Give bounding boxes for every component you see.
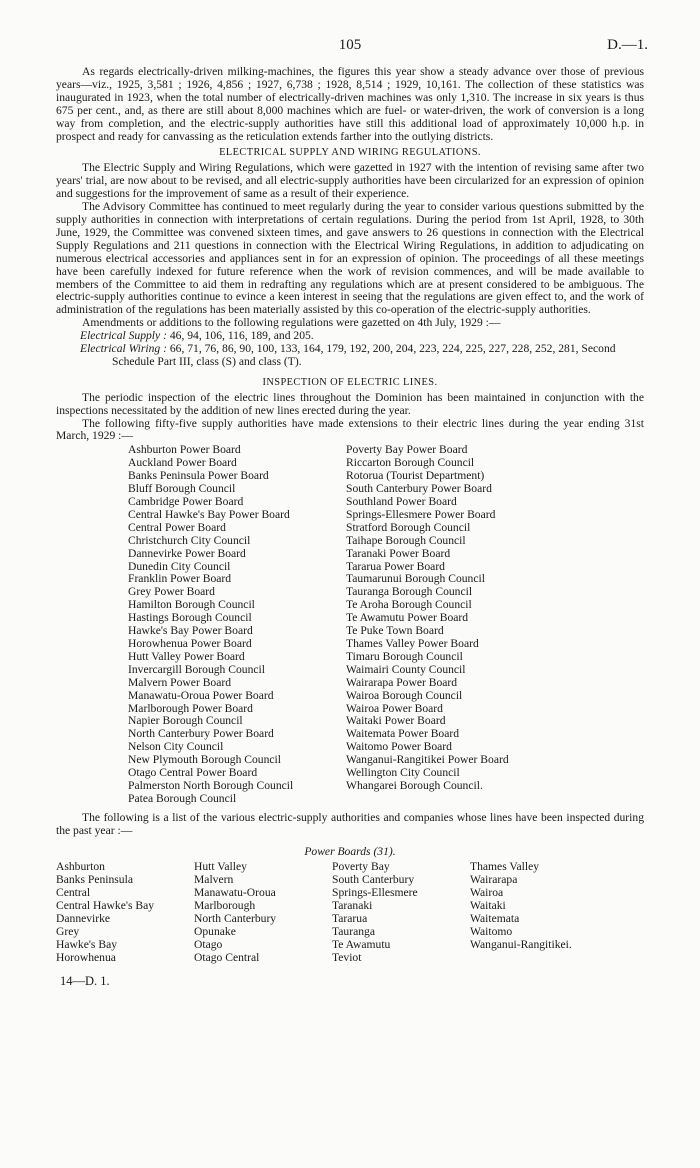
regulations-heading: ELECTRICAL SUPPLY AND WIRING REGULATIONS. — [219, 147, 481, 159]
power-boards-column — [194, 861, 332, 964]
list-item: Auckland Power Board — [128, 456, 237, 470]
list-item: Whangarei Borough Council. — [346, 778, 483, 792]
list-item: Tauranga Borough Council — [346, 585, 473, 599]
list-item: Tararua Power Board — [346, 559, 445, 573]
list-item: Te Puke Town Board — [346, 624, 444, 638]
list-item: Riccarton Borough Council — [346, 456, 475, 470]
list-item: Stratford Borough Council — [346, 520, 471, 534]
list-item: Taihape Borough Council — [346, 533, 466, 547]
section-reference: D.—1. — [607, 37, 648, 53]
list-item: Teviot — [332, 950, 362, 964]
list-item: Waitaki — [470, 899, 506, 913]
power-boards-column — [332, 861, 470, 964]
list-item: Wairoa Power Board — [346, 701, 443, 715]
list-item: Wairoa Borough Council — [346, 688, 463, 702]
list-item: Dunedin City Council — [128, 559, 231, 573]
list-item: Central — [56, 886, 91, 900]
list-item: Te Aroha Borough Council — [346, 598, 472, 612]
list-item: Springs-Ellesmere — [332, 886, 418, 900]
list-item: Otago Central — [194, 950, 260, 964]
electrical-wiring-amendments — [80, 343, 644, 369]
regulations-paragraph-3: Amendments or additions to the following regulations were gazetted on 4th July, 1929 :— — [82, 316, 501, 330]
list-item: Franklin Power Board — [128, 572, 232, 586]
list-item: Hamilton Borough Council — [128, 598, 255, 612]
list-item: New Plymouth Borough Council — [128, 753, 281, 767]
list-item: Wellington City Council — [346, 766, 460, 780]
list-item: Taumarunui Borough Council — [346, 572, 485, 586]
list-item: Banks Peninsula — [56, 873, 133, 887]
power-boards-column — [470, 861, 608, 964]
list-item: Poverty Bay — [332, 860, 390, 874]
list-item: Poverty Bay Power Board — [346, 443, 468, 457]
list-item: Wairarapa — [470, 873, 518, 887]
list-item: Waitomo — [470, 925, 513, 938]
inspection-paragraph-1: The periodic inspection of the electric lines throughout the Dominion has been maintained in conjunction with the inspections necessitated by the addition of new lines erected during the year. — [56, 390, 644, 417]
list-item: Dannevirke — [56, 912, 111, 926]
list-item: Ashburton Power Board — [128, 443, 241, 457]
list-item: Invercargill Borough Council — [128, 662, 265, 676]
power-boards-column — [56, 861, 194, 964]
document-body — [56, 66, 644, 988]
electrical-supply-list: 46, 94, 106, 116, 189, and 205. — [169, 329, 314, 343]
list-item: South Canterbury Power Board — [346, 482, 492, 496]
list-item: Waimairi County Council — [346, 662, 466, 676]
list-item: Hawke's Bay — [56, 937, 118, 951]
list-item: Malvern — [194, 873, 234, 887]
list-item: Taranaki Power Board — [346, 546, 451, 560]
list-item: Malvern Power Board — [128, 675, 232, 689]
electrical-wiring-label: Electrical Wiring : — [80, 342, 167, 356]
authorities-right-column — [346, 444, 564, 805]
list-item: Southland Power Board — [346, 495, 457, 508]
list-item: Palmerston North Borough Council — [128, 778, 294, 792]
list-item: Christchurch City Council — [128, 533, 251, 547]
supply-authorities-list — [128, 444, 644, 805]
list-item: Horowhenua — [56, 950, 116, 964]
list-item: Thames Valley Power Board — [346, 636, 479, 650]
list-item: Hutt Valley Power Board — [128, 649, 245, 663]
list-item: Nelson City Council — [128, 740, 224, 754]
list-item: Otago — [194, 937, 223, 951]
list-item: Waitaki Power Board — [346, 714, 446, 728]
list-item: Hutt Valley — [194, 860, 247, 874]
power-boards-list — [56, 861, 644, 964]
list-item: Banks Peninsula Power Board — [128, 469, 269, 483]
list-item: Rotorua (Tourist Department) — [346, 469, 485, 483]
list-item: Wairarapa Power Board — [346, 675, 458, 689]
list-item: Central Hawke's Bay Power Board — [128, 507, 290, 521]
footer-signature: 14—D. 1. — [60, 973, 110, 988]
list-item: Tauranga — [332, 925, 375, 938]
list-item: Manawatu-Oroua — [194, 886, 276, 900]
list-item: Horowhenua Power Board — [128, 636, 252, 650]
list-item: Thames Valley — [470, 860, 540, 874]
list-item: Opunake — [194, 925, 236, 938]
list-item: Wanganui-Rangitikei. — [470, 937, 572, 951]
list-item: Central Hawke's Bay — [56, 899, 155, 913]
list-item: Grey — [56, 925, 80, 938]
list-item: Manawatu-Oroua Power Board — [128, 688, 274, 702]
list-item: Te Awamutu Power Board — [346, 611, 469, 625]
list-item: Hawke's Bay Power Board — [128, 624, 253, 638]
list-item: Waitemata Power Board — [346, 727, 460, 741]
list-item: Springs-Ellesmere Power Board — [346, 507, 496, 521]
inspection-paragraph-3: The following is a list of the various electric-supply authorities and companies whose lines have been inspected during the past year :— — [56, 810, 644, 837]
inspection-heading: INSPECTION OF ELECTRIC LINES. — [262, 376, 438, 388]
list-item: Wairoa — [470, 886, 504, 900]
electrical-supply-label: Electrical Supply : — [80, 329, 167, 343]
milking-paragraph: As regards electrically-driven milking-machines, the figures this year show a steady advance over those of previous years—viz., 1925, 3,581 ; 1926, 4,856 ; 1927, 6,738 ; 1928, 8,514 ; 1929, 10,161. The collection of these statistics was inaugurated in 1923, when the total number of electrically-driven machines was only 1,310. The increase in six years is thus 675 per cent., and, as there are still about 8,000 machines which are fuel- or water-driven, the work of conversion is a long way from completion, and the electric-supply authorities have still this additional load of approximately 10,000 h.p. in prospect and ready for canvassing as the reticulation extends farther into the outlying districts. — [56, 65, 644, 143]
list-item: Ashburton — [56, 860, 105, 874]
list-item: Tararua — [332, 912, 368, 926]
list-item: Taranaki — [332, 899, 373, 913]
list-item: Marlborough Power Board — [128, 701, 253, 715]
list-item: Grey Power Board — [128, 585, 215, 599]
list-item: South Canterbury — [332, 873, 415, 887]
list-item: Cambridge Power Board — [128, 495, 244, 508]
list-item: Bluff Borough Council — [128, 482, 236, 496]
list-item: Waitomo Power Board — [346, 740, 452, 754]
list-item: Patea Borough Council — [128, 791, 237, 805]
list-item: Marlborough — [194, 899, 256, 913]
regulations-paragraph-1: The Electric Supply and Wiring Regulations, which were gazetted in 1927 with the intention of revising same after two years' trial, are now about to be revised, and all electric-supply authorities have been circularized for an expression of opinion and suggestions for the improvement of same as a result of their experience. — [56, 161, 644, 201]
electrical-wiring-list: 66, 71, 76, 86, 90, 100, 133, 164, 179, 192, 200, 204, 223, 224, 225, 227, 228, 252, 281, Second Schedule Part III, class (S) and class (T). — [112, 342, 616, 368]
list-item: Otago Central Power Board — [128, 766, 258, 780]
list-item: Waitemata — [470, 912, 520, 926]
list-item: Napier Borough Council — [128, 714, 243, 728]
page-number: 105 — [338, 37, 362, 53]
list-item: Wanganui-Rangitikei Power Board — [346, 753, 509, 767]
list-item: North Canterbury — [194, 912, 277, 926]
power-boards-heading: Power Boards (31). — [304, 844, 396, 858]
authorities-left-column — [128, 444, 346, 805]
list-item: Te Awamutu — [332, 937, 391, 951]
inspection-paragraph-2: The following fifty-five supply authorities have made extensions to their electric lines during the year ending 31st March, 1929 :— — [56, 416, 644, 443]
list-item: Central Power Board — [128, 520, 226, 534]
list-item: Timaru Borough Council — [346, 649, 463, 663]
regulations-paragraph-2: The Advisory Committee has continued to meet regularly during the year to consider various questions submitted by the supply authorities in connection with interpretations of certain regulations. During the period from 1st April, 1928, to 30th June, 1929, the Committee was convened sixteen times, and gave answers to 26 questions in connection with the Electrical Supply Regulations and 211 questions in connection with the Electrical Wiring Regulations, in addition to adjudicating on numerous electrical accessories and appliances sent in for an expression of opinion. The proceedings of all these meetings have been carefully indexed for future reference when the work of revision commences, and will be made available to members of the Committee to aid them in redrafting any regulations which are at present considered to be ambiguous. The electric-supply authorities continue to evince a keen interest in seeing that the regulations are given effect to, and the work of administration of the regulations has been materially assisted by this co-operation of the electric-supply authorities. — [56, 200, 644, 317]
list-item: Dannevirke Power Board — [128, 546, 246, 560]
list-item: Hastings Borough Council — [128, 611, 252, 625]
list-item: North Canterbury Power Board — [128, 727, 274, 741]
